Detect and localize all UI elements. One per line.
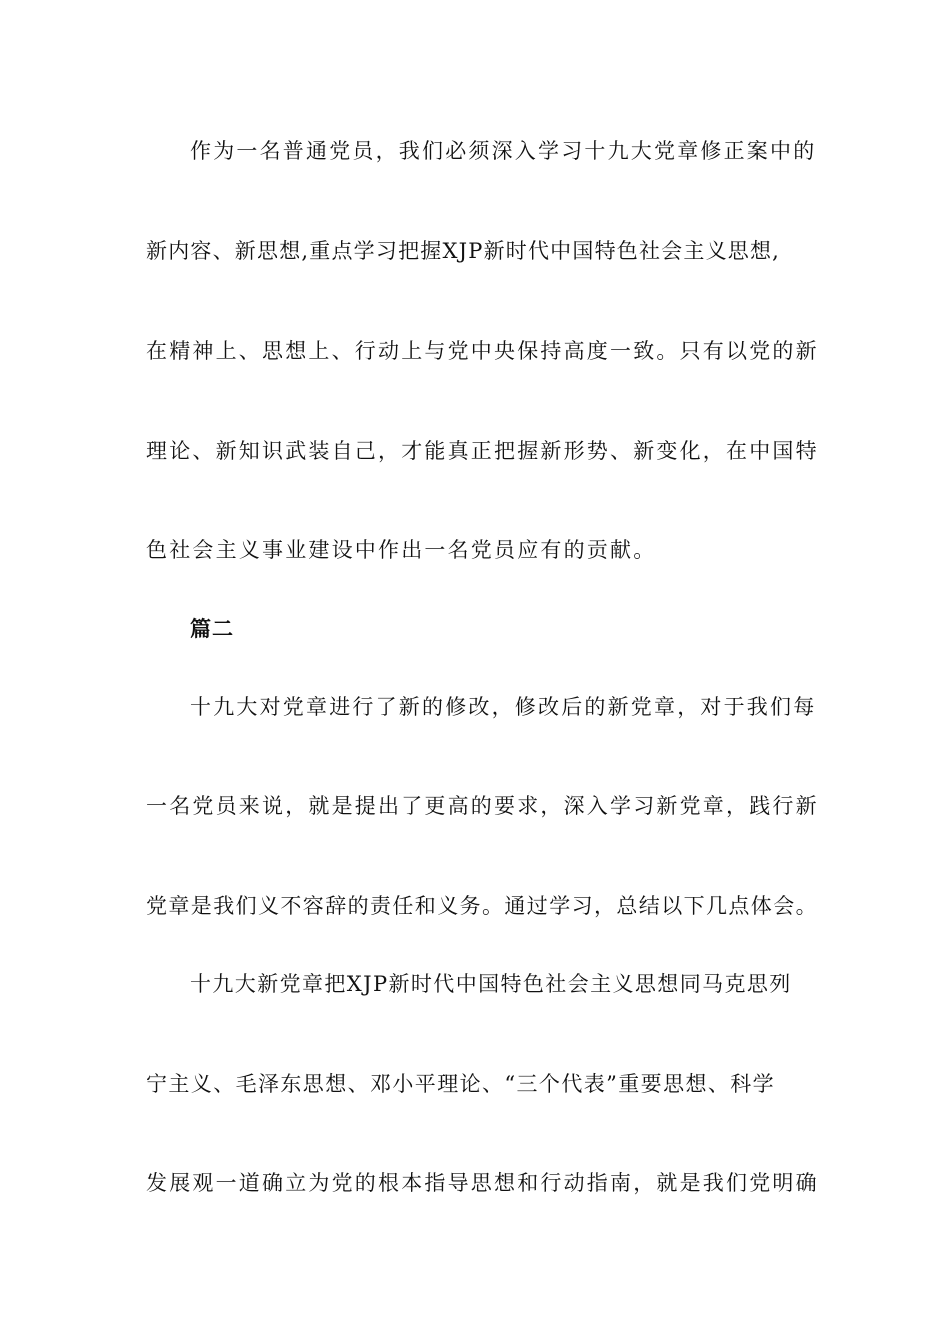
section-heading: 篇二 — [190, 617, 234, 641]
paragraph-2-line-3: 党章是我们义不容辞的责任和义务。通过学习，总结以下几点体会。 — [146, 894, 818, 918]
paragraph-3-line-1: 十九大新党章把XJP新时代中国特色社会主义思想同马克思列 — [190, 972, 792, 996]
paragraph-1-line-3: 在精神上、思想上、行动上与党中央保持高度一致。只有以党的新 — [146, 339, 819, 363]
paragraph-1-line-1: 作为一名普通党员，我们必须深入学习十九大党章修正案中的 — [190, 139, 817, 163]
paragraph-2-line-2: 一名党员来说，就是提出了更高的要求，深入学习新党章，践行新 — [146, 794, 819, 818]
paragraph-1-line-5: 色社会主义事业建设中作出一名党员应有的贡献。 — [146, 538, 657, 562]
paragraph-3-line-2: 宁主义、毛泽东思想、邓小平理论、“三个代表”重要思想、科学 — [146, 1072, 776, 1096]
paragraph-2-line-1: 十九大对党章进行了新的修改，修改后的新党章，对于我们每 — [190, 695, 817, 719]
paragraph-3-line-3: 发展观一道确立为党的根本指导思想和行动指南，就是我们党明确 — [146, 1171, 819, 1195]
paragraph-1-line-2: 新内容、新思想,重点学习把握XJP新时代中国特色社会主义思想, — [146, 239, 781, 263]
paragraph-1-line-4: 理论、新知识武装自己，才能真正把握新形势、新变化，在中国特 — [146, 439, 819, 463]
